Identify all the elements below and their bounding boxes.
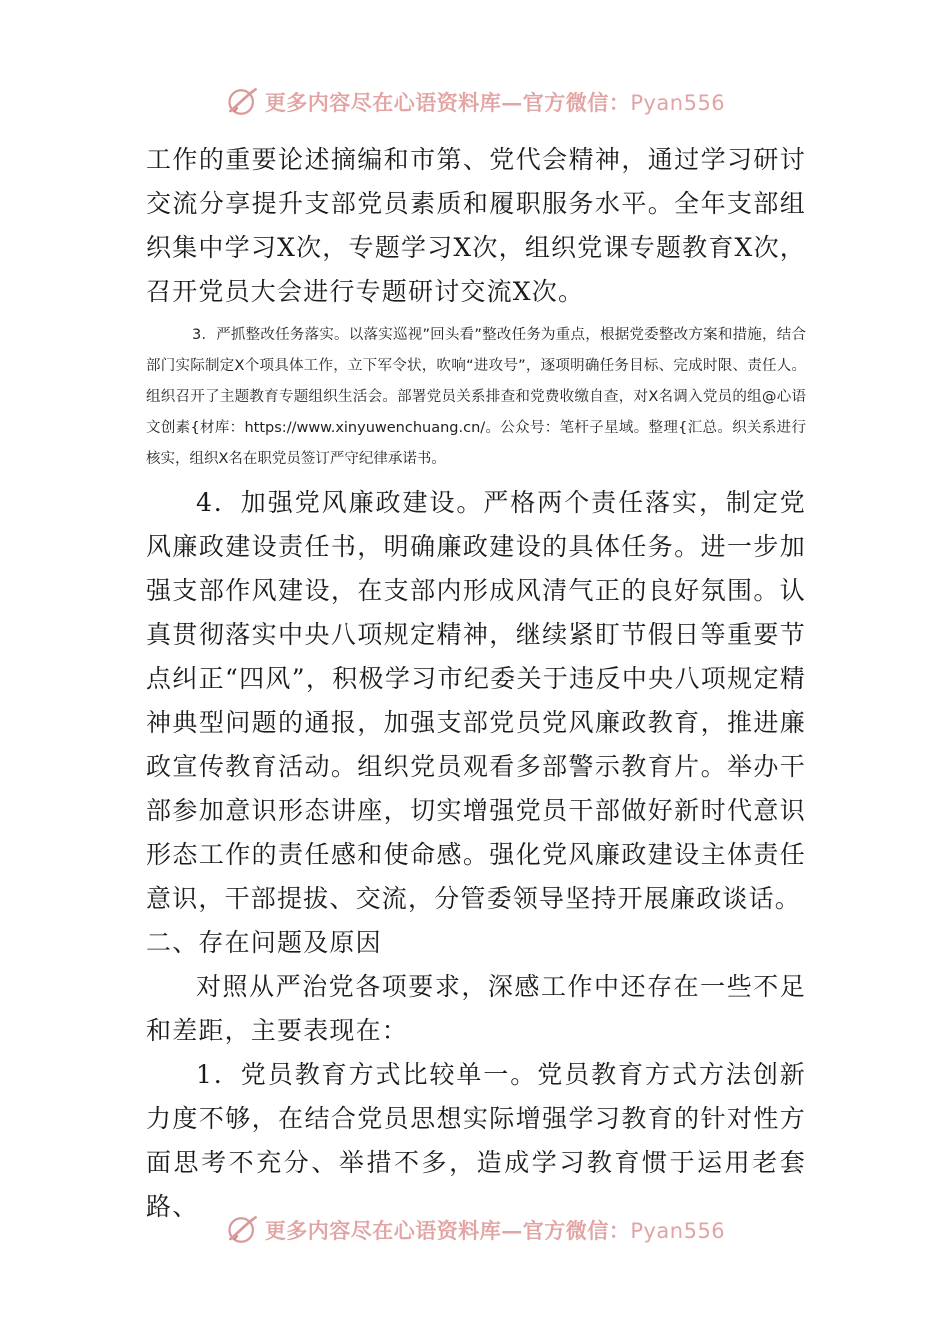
footer-banner	[0, 1210, 950, 1250]
paragraph-item-3: 3．严抓整改任务落实。以落实巡视”回头看”整改任务为重点，根据党委整改方案和措施，结合部门实际制定X个项具体工作，立下军令状，吹响“进攻号”，逐项明确任务目标、完成时限、责任人。组织召开了主题教育专题组织生活会。部署党员关系排查和党费收缴自查，对X名调入党员的组@心语文创素{材库：https://www.xinyuwenchuang.cn/。公众号：笔杆子星域。整理{汇总。织关系进行核实，组织X名在职党员签订严守纪律承诺书。	[146, 327, 806, 467]
banner-text: 更多内容尽在心语资料库—官方微信：Pyan556	[264, 1218, 726, 1243]
paragraph-problem-1: 1．党员教育方式比较单一。党员教育方式方法创新力度不够，在结合党员思想实际增强学习教育的针对性方面思考不充分、举措不多，造成学习教育惯于运用老套路、	[146, 1060, 806, 1221]
paragraph-intro: 对照从严治党各项要求，深感工作中还存在一些不足和差距，主要表现在：	[146, 972, 806, 1045]
header-banner	[0, 82, 950, 122]
banner-text: 更多内容尽在心语资料库—官方微信：Pyan556	[264, 90, 726, 115]
pen-circle-logo-icon	[225, 1212, 261, 1248]
section-heading: 二、存在问题及原因	[146, 928, 382, 957]
document-body	[146, 138, 806, 1229]
paragraph-continuation: 工作的重要论述摘编和市第、党代会精神，通过学习研讨交流分享提升支部党员素质和履职服务水平。全年支部组织集中学习X次，专题学习X次，组织党课专题教育X次，召开党员大会进行专题研讨交流X次。	[146, 145, 806, 306]
paragraph-item-4: 4．加强党风廉政建设。严格两个责任落实，制定党风廉政建设责任书，明确廉政建设的具体任务。进一步加强支部作风建设，在支部内形成风清气正的良好氛围。认真贯彻落实中央八项规定精神，继续紧盯节假日等重要节点纠正“四风”，积极学习市纪委关于违反中央八项规定精神典型问题的通报，加强支部党员党风廉政教育，推进廉政宣传教育活动。组织党员观看多部警示教育片。举办干部参加意识形态讲座，切实增强党员干部做好新时代意识形态工作的责任感和使命感。强化党风廉政建设主体责任意识，干部提拔、交流，分管委领导坚持开展廉政谈话。	[146, 488, 806, 913]
pen-circle-logo-icon	[225, 84, 261, 120]
